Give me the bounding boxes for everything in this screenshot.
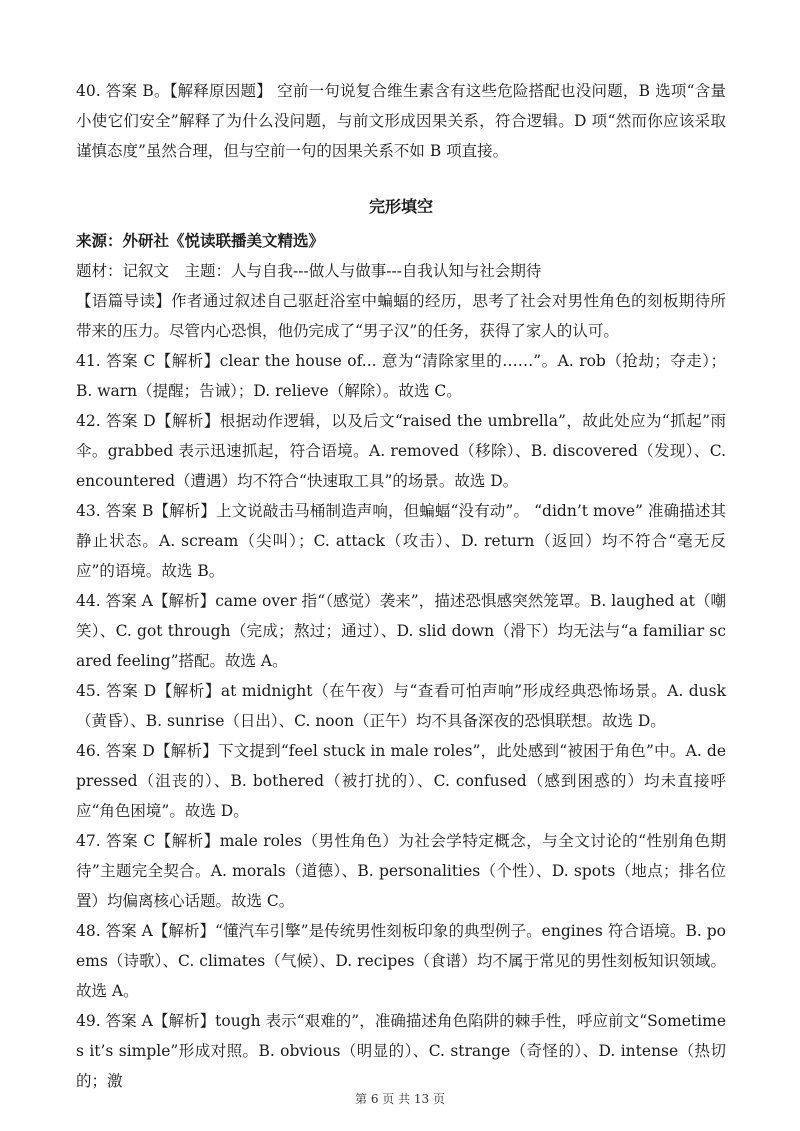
answer-44: 44. 答案 A【解析】came over 指“（感觉）袭来”，描述恐惧感突然笼罩。B. laughed at（嘲笑）、C. got through（完成；熬过；通过）、D. slid down（滑下）均无法与“a familiar scared feeling”搭配。故选 A。	[76, 592, 726, 670]
answer-45: 45. 答案 D【解析】at midnight（在午夜）与“查看可怕声响”形成经典恐怖场景。A. dusk（黄昏）、B. sunrise（日出）、C. noon（正午）均不具备深夜的恐惧联想。故选 D。	[76, 682, 726, 730]
answer-43: 43. 答案 B【解析】上文说敲击马桶制造声响，但蝙蝠“没有动”。 “didn’t move” 准确描述其静止状态。A. scream（尖叫）；C. attack（攻击）、D. return（返回）均不符合“毫无反应”的语境。故选 B。	[76, 502, 726, 580]
answer-46: 46. 答案 D【解析】下文提到“feel stuck in male roles”，此处感到“被困于角色”中。A. depressed（沮丧的）、B. bothered（被打扰的）、C. confused（感到困惑的）均未直接呼应“角色困境”。故选 D。	[76, 742, 726, 820]
passage-guide: 【语篇导读】作者通过叙述自己驱赶浴室中蝙蝠的经历，思考了社会对男性角色的刻板期待所带来的压力。尽管内心恐惧，他仍完成了“男子汉”的任务，获得了家人的认可。	[76, 292, 726, 340]
answer-49: 49. 答案 A【解析】tough 表示“艰难的”，准确描述角色陷阱的棘手性，呼应前文“Sometimes it’s simple”形成对照。B. obvious（明显的）、C. strange（奇怪的）、D. intense（热切的；激	[76, 1012, 726, 1090]
answer-42: 42. 答案 D【解析】根据动作逻辑，以及后文“raised the umbrella”，故此处应为“抓起”雨伞。grabbed 表示迅速抓起，符合语境。A. removed（移除）、B. discovered（发现）、C. encountered（遭遇）均不符合“快速取工具”的场景。故选 D。	[76, 412, 726, 490]
answer-41: 41. 答案 C【解析】clear the house of... 意为“清除家里的……”。A. rob（抢劫；夺走）；B. warn（提醒；告诫）；D. relieve（解除）。故选 C。	[76, 352, 726, 400]
document-page	[76, 76, 726, 1096]
section-title: 完形填空	[368, 197, 433, 216]
answer-48: 48. 答案 A【解析】“懂汽车引擎”是传统男性刻板印象的典型例子。engines 符合语境。B. poems（诗歌）、C. climates（气候）、D. recipes（食谱）均不属于常见的男性刻板知识领域。故选 A。	[76, 922, 726, 1000]
theme-line: 题材：记叙文 主题：人与自我---做人与做事---自我认知与社会期待	[76, 262, 542, 280]
page-footer: 第 6 页 共 13 页	[355, 1092, 445, 1106]
answer-47: 47. 答案 C【解析】male roles（男性角色）为社会学特定概念，与全文讨论的“性别角色期待”主题完全契合。A. morals（道德）、B. personalities（个性）、D. spots（地点；排名位置）均偏离核心话题。故选 C。	[76, 832, 726, 910]
answer-40: 40. 答案 B。【解释原因题】 空前一句说复合维生素含有这些危险搭配也没问题，B 选项“含量小使它们安全”解释了为什么没问题，与前文形成因果关系，符合逻辑。D 项“然而你应该采取谨慎态度”虽然合理，但与空前一句的因果关系不如 B 项直接。	[76, 82, 726, 160]
source-line: 来源：外研社《悦读联播美文精选》	[76, 232, 325, 250]
